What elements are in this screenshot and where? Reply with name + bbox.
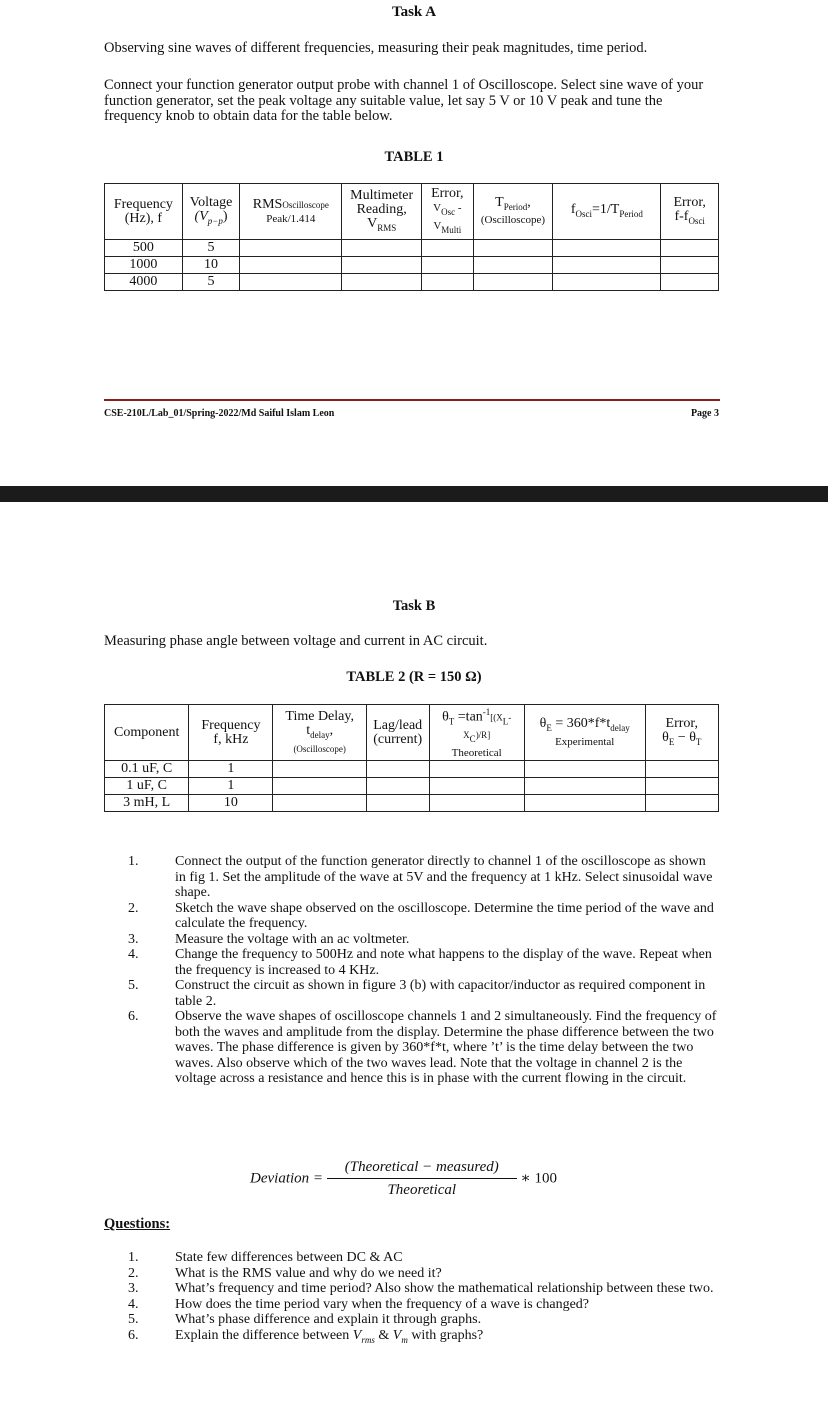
cell-frequency: 1000 bbox=[105, 257, 183, 274]
question-item: 5. What’s phase difference and explain it through graphs. bbox=[128, 1312, 482, 1327]
procedure-step: 2. Sketch the wave shape observed on the oscilloscope. Determine the time period of the wave and calculate the frequency. bbox=[128, 900, 714, 931]
cell-empty bbox=[273, 761, 366, 778]
task-a-title: Task A bbox=[391, 4, 437, 20]
table-2-header-row bbox=[105, 705, 719, 761]
cell-empty bbox=[342, 240, 422, 257]
cell-empty bbox=[473, 240, 553, 257]
header-error-frequency: Error, $f-f_{Osci}$ bbox=[661, 184, 719, 240]
cell-empty bbox=[273, 795, 366, 812]
table-1 bbox=[104, 183, 719, 291]
header-error-voltage: Error, $V_{Osc}$ - $V_{Multi}$ bbox=[422, 184, 474, 240]
formula-numerator: (Theoretical − measured) bbox=[327, 1159, 517, 1179]
cell-empty bbox=[473, 257, 553, 274]
document-page-3 bbox=[0, 0, 828, 486]
cell-empty bbox=[524, 761, 645, 778]
cell-empty bbox=[240, 240, 342, 257]
cell-empty bbox=[429, 761, 524, 778]
table-1-row bbox=[105, 274, 719, 291]
cell-empty bbox=[240, 257, 342, 274]
procedure-step: 1. Connect the output of the function generator directly to channel 1 of the oscilloscope as shown in fig 1. Set the amplitude of the wave at 5V and the frequency at 1 kHz. Select sinusoidal wave shape. bbox=[128, 854, 713, 900]
task-b-title: Task B bbox=[392, 598, 436, 614]
header-component: Component bbox=[105, 705, 189, 761]
header-multimeter: Multimeter Reading, $V_{RMS}$ bbox=[342, 184, 422, 240]
questions-title: Questions: bbox=[104, 1216, 171, 1232]
cell-empty bbox=[661, 257, 719, 274]
procedure-step: 6. Observe the wave shapes of oscilloscope channels 1 and 2 simultaneously. Find the frequency of both the waves and amplitude from the display. Determine the phase difference between the two waves. The phase difference is given by 360*f*t, where ’t’ is the time delay between the two waves. Also observe which of the two waves lead. Note that the voltage in channel 2 is the voltage across a resistance and hence this is in phase with the current flowing in the circuit. bbox=[128, 1009, 717, 1086]
task-a-intro: Observing sine waves of different frequencies, measuring their peak magnitudes, time period. bbox=[104, 40, 648, 56]
cell-component: 3 mH, L bbox=[105, 795, 189, 812]
document-page-4 bbox=[0, 502, 828, 1410]
cell-empty bbox=[422, 274, 474, 291]
header-f-osci: $f_{Osci}=1/T_{Period}$ bbox=[553, 184, 661, 240]
header-rms: RMSOscilloscope Peak/1.414 bbox=[240, 184, 342, 240]
procedure-step: 3. Measure the voltage with an ac voltmeter. bbox=[128, 931, 410, 947]
cell-empty bbox=[240, 274, 342, 291]
cell-empty bbox=[429, 795, 524, 812]
cell-empty bbox=[342, 274, 422, 291]
table-2-title: TABLE 2 (R = 150 Ω) bbox=[346, 669, 482, 685]
cell-empty bbox=[645, 761, 718, 778]
table-2-row bbox=[105, 795, 719, 812]
footer-page-number: Page 3 bbox=[690, 408, 719, 419]
cell-empty bbox=[553, 274, 661, 291]
cell-frequency: 1 bbox=[189, 761, 273, 778]
header-error-theta: Error, $\theta_E - \theta_T$ bbox=[645, 705, 718, 761]
cell-empty bbox=[429, 778, 524, 795]
cell-empty bbox=[366, 761, 429, 778]
header-lag-lead: Lag/lead (current) bbox=[366, 705, 429, 761]
header-voltage: Voltage $(V_{p-p})$ bbox=[182, 184, 240, 240]
question-item: 3. What’s frequency and time period? Also show the mathematical relationship between these two. bbox=[128, 1281, 714, 1296]
cell-voltage: 10 bbox=[182, 257, 240, 274]
header-theta-theoretical: $\theta_T =\tan^{-1}[(X_L-$ $X_C)/R$] Theoretical bbox=[429, 705, 524, 761]
table-2-row bbox=[105, 761, 719, 778]
header-theta-experimental: $\theta_E = 360*f*t_{delay}$ Experimental bbox=[524, 705, 645, 761]
cell-empty bbox=[524, 778, 645, 795]
cell-frequency: 1 bbox=[189, 778, 273, 795]
cell-empty bbox=[553, 257, 661, 274]
cell-frequency: 4000 bbox=[105, 274, 183, 291]
header-time-period: $T_{Period}$, (Oscilloscope) bbox=[473, 184, 553, 240]
cell-empty bbox=[661, 274, 719, 291]
header-frequency: Frequency (Hz), f bbox=[105, 184, 183, 240]
footer-rule bbox=[104, 399, 720, 401]
cell-empty bbox=[366, 795, 429, 812]
question-item: 6. Explain the difference between $V_{rms}$ & $V_m$ with graphs? bbox=[128, 1327, 484, 1345]
cell-empty bbox=[422, 257, 474, 274]
header-time-delay: Time Delay, $t_{delay}$, (Oscilloscope) bbox=[273, 705, 366, 761]
cell-empty bbox=[366, 778, 429, 795]
cell-empty bbox=[273, 778, 366, 795]
cell-component: 0.1 uF, C bbox=[105, 761, 189, 778]
cell-frequency: 500 bbox=[105, 240, 183, 257]
task-a-instructions: Connect your function generator output probe with channel 1 of Oscilloscope. Select sine wave of your function generator, set the peak voltage any suitable value, let say 5 V or 10 V peak and tune the frequency knob to obtain data for the table below. bbox=[104, 77, 704, 124]
cell-empty bbox=[645, 795, 718, 812]
procedure-steps bbox=[104, 854, 720, 1087]
task-b-intro: Measuring phase angle between voltage and current in AC circuit. bbox=[104, 633, 488, 649]
procedure-step: 5. Construct the circuit as shown in figure 3 (b) with capacitor/inductor as required component in table 2. bbox=[128, 978, 706, 1009]
cell-empty bbox=[661, 240, 719, 257]
formula-denominator: Theoretical bbox=[387, 1182, 457, 1198]
cell-empty bbox=[645, 778, 718, 795]
question-item: 4. How does the time period vary when the frequency of a wave is changed? bbox=[128, 1296, 590, 1312]
question-item: 2. What is the RMS value and why do we need it? bbox=[128, 1265, 442, 1281]
question-item: 1. State few differences between DC & AC bbox=[128, 1250, 403, 1265]
table-2-row bbox=[105, 778, 719, 795]
footer-course-info: CSE-210L/Lab_01/Spring-2022/Md Saiful Islam Leon bbox=[104, 408, 335, 419]
cell-frequency: 10 bbox=[189, 795, 273, 812]
cell-voltage: 5 bbox=[182, 240, 240, 257]
cell-empty bbox=[473, 274, 553, 291]
table-1-row bbox=[105, 257, 719, 274]
cell-component: 1 uF, C bbox=[105, 778, 189, 795]
cell-empty bbox=[422, 240, 474, 257]
table-1-title: TABLE 1 bbox=[384, 149, 444, 165]
header-frequency: Frequency f, kHz bbox=[189, 705, 273, 761]
table-2 bbox=[104, 704, 719, 812]
table-1-row bbox=[105, 240, 719, 257]
cell-empty bbox=[524, 795, 645, 812]
deviation-formula: Deviation = $\frac{\text{(Theoretical − measured)}}{\text{Theoretical}}$ ∗ 100 bbox=[250, 1159, 557, 1198]
cell-voltage: 5 bbox=[182, 274, 240, 291]
procedure-step: 4. Change the frequency to 500Hz and note what happens to the display of the wave. Repeat when the frequency is increased to 4 KHz. bbox=[128, 947, 712, 978]
cell-empty bbox=[342, 257, 422, 274]
questions-list bbox=[104, 1250, 720, 1348]
table-1-header-row bbox=[105, 184, 719, 240]
cell-empty bbox=[553, 240, 661, 257]
